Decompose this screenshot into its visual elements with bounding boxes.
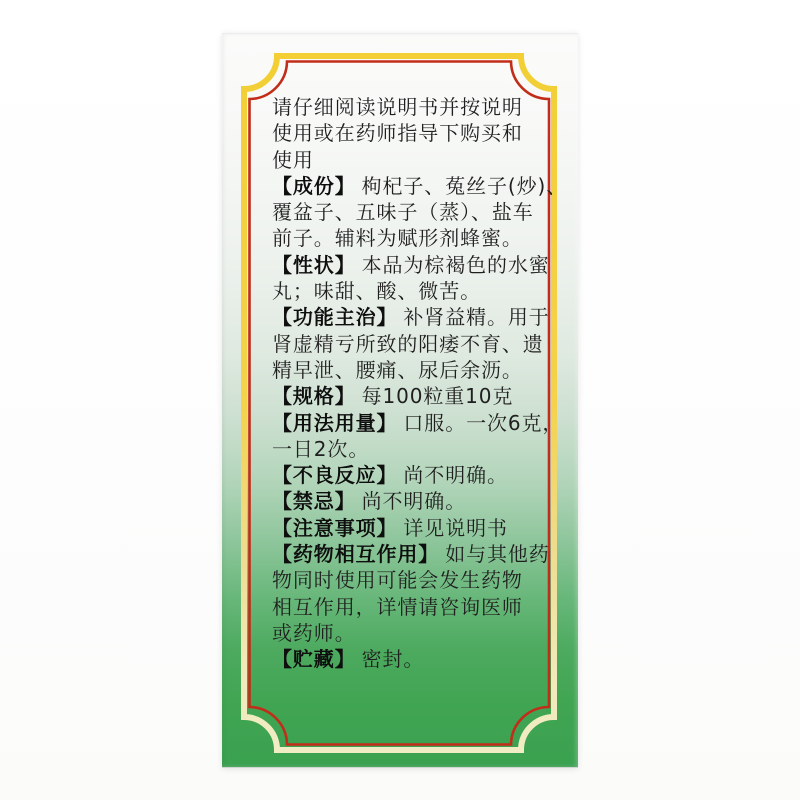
line-text: 枸杞子、菟丝子(炒)、 — [361, 173, 568, 198]
label-line — [272, 462, 556, 488]
label-line — [272, 383, 556, 409]
line-text: 补肾益精。用于 — [403, 305, 550, 330]
label-line — [272, 620, 556, 646]
line-text: 如与其他药 — [445, 542, 550, 567]
section-header: 【成份】 — [272, 173, 356, 198]
label-line — [272, 147, 556, 173]
section-header: 【不良反应】 — [272, 463, 398, 488]
label-line — [272, 488, 556, 514]
section-header: 【禁忌】 — [272, 489, 356, 514]
line-text: 口服。一次6克， — [403, 410, 564, 435]
label-line — [272, 410, 564, 436]
section-header: 【功能主治】 — [272, 305, 398, 330]
line-text: 物同时使用可能会发生药物 — [272, 568, 523, 593]
label-line — [272, 541, 556, 567]
label-line — [272, 94, 556, 120]
section-header: 【注意事项】 — [272, 515, 398, 540]
line-text: 覆盆子、五味子（蒸）、盐车 — [272, 200, 534, 225]
line-text: 尚不明确。 — [361, 489, 467, 514]
section-header: 【规格】 — [272, 384, 356, 409]
section-header: 【性状】 — [272, 252, 356, 277]
section-header: 【用法用量】 — [272, 410, 398, 435]
section-header: 【药物相互作用】 — [272, 542, 440, 567]
label-line — [272, 646, 556, 672]
label-text-block — [272, 94, 568, 673]
line-text: 丸；味甜、酸、微苦。 — [272, 279, 481, 304]
label-line — [272, 567, 556, 593]
line-text: 密封。 — [361, 647, 425, 672]
label-line — [272, 331, 556, 357]
label-line — [272, 173, 568, 199]
label-line — [272, 304, 556, 330]
line-text: 肾虚精亏所致的阳痿不育、遗 — [272, 331, 544, 356]
section-header: 【贮藏】 — [272, 647, 356, 672]
line-text: 相互作用，详情请咨询医师 — [272, 594, 523, 619]
label-line — [272, 278, 556, 304]
label-line — [272, 357, 556, 383]
label-line — [272, 225, 556, 251]
line-text: 或药师。 — [272, 620, 356, 645]
label-line — [272, 120, 556, 146]
line-text: 每100粒重10克 — [361, 384, 514, 409]
intro-line-text: 请仔细阅读说明书并按说明 — [272, 95, 523, 119]
line-text: 尚不明确。 — [403, 463, 508, 488]
label-line — [272, 436, 556, 462]
intro-line-text: 使用 — [272, 147, 314, 172]
label-line — [272, 199, 556, 225]
medicine-box-back-panel — [222, 33, 578, 768]
label-line — [272, 515, 556, 541]
line-text: 精早泄、腰痛、尿后余沥。 — [272, 357, 523, 382]
intro-line-text: 使用或在药师指导下购买和 — [272, 121, 523, 146]
label-line — [272, 252, 556, 278]
label-line — [272, 594, 556, 620]
line-text: 本品为棕褐色的水蜜 — [361, 252, 550, 277]
line-text: 一日2次。 — [272, 436, 370, 461]
line-text: 前子。辅料为赋形剂蜂蜜。 — [272, 226, 523, 251]
line-text: 详见说明书 — [403, 515, 508, 540]
